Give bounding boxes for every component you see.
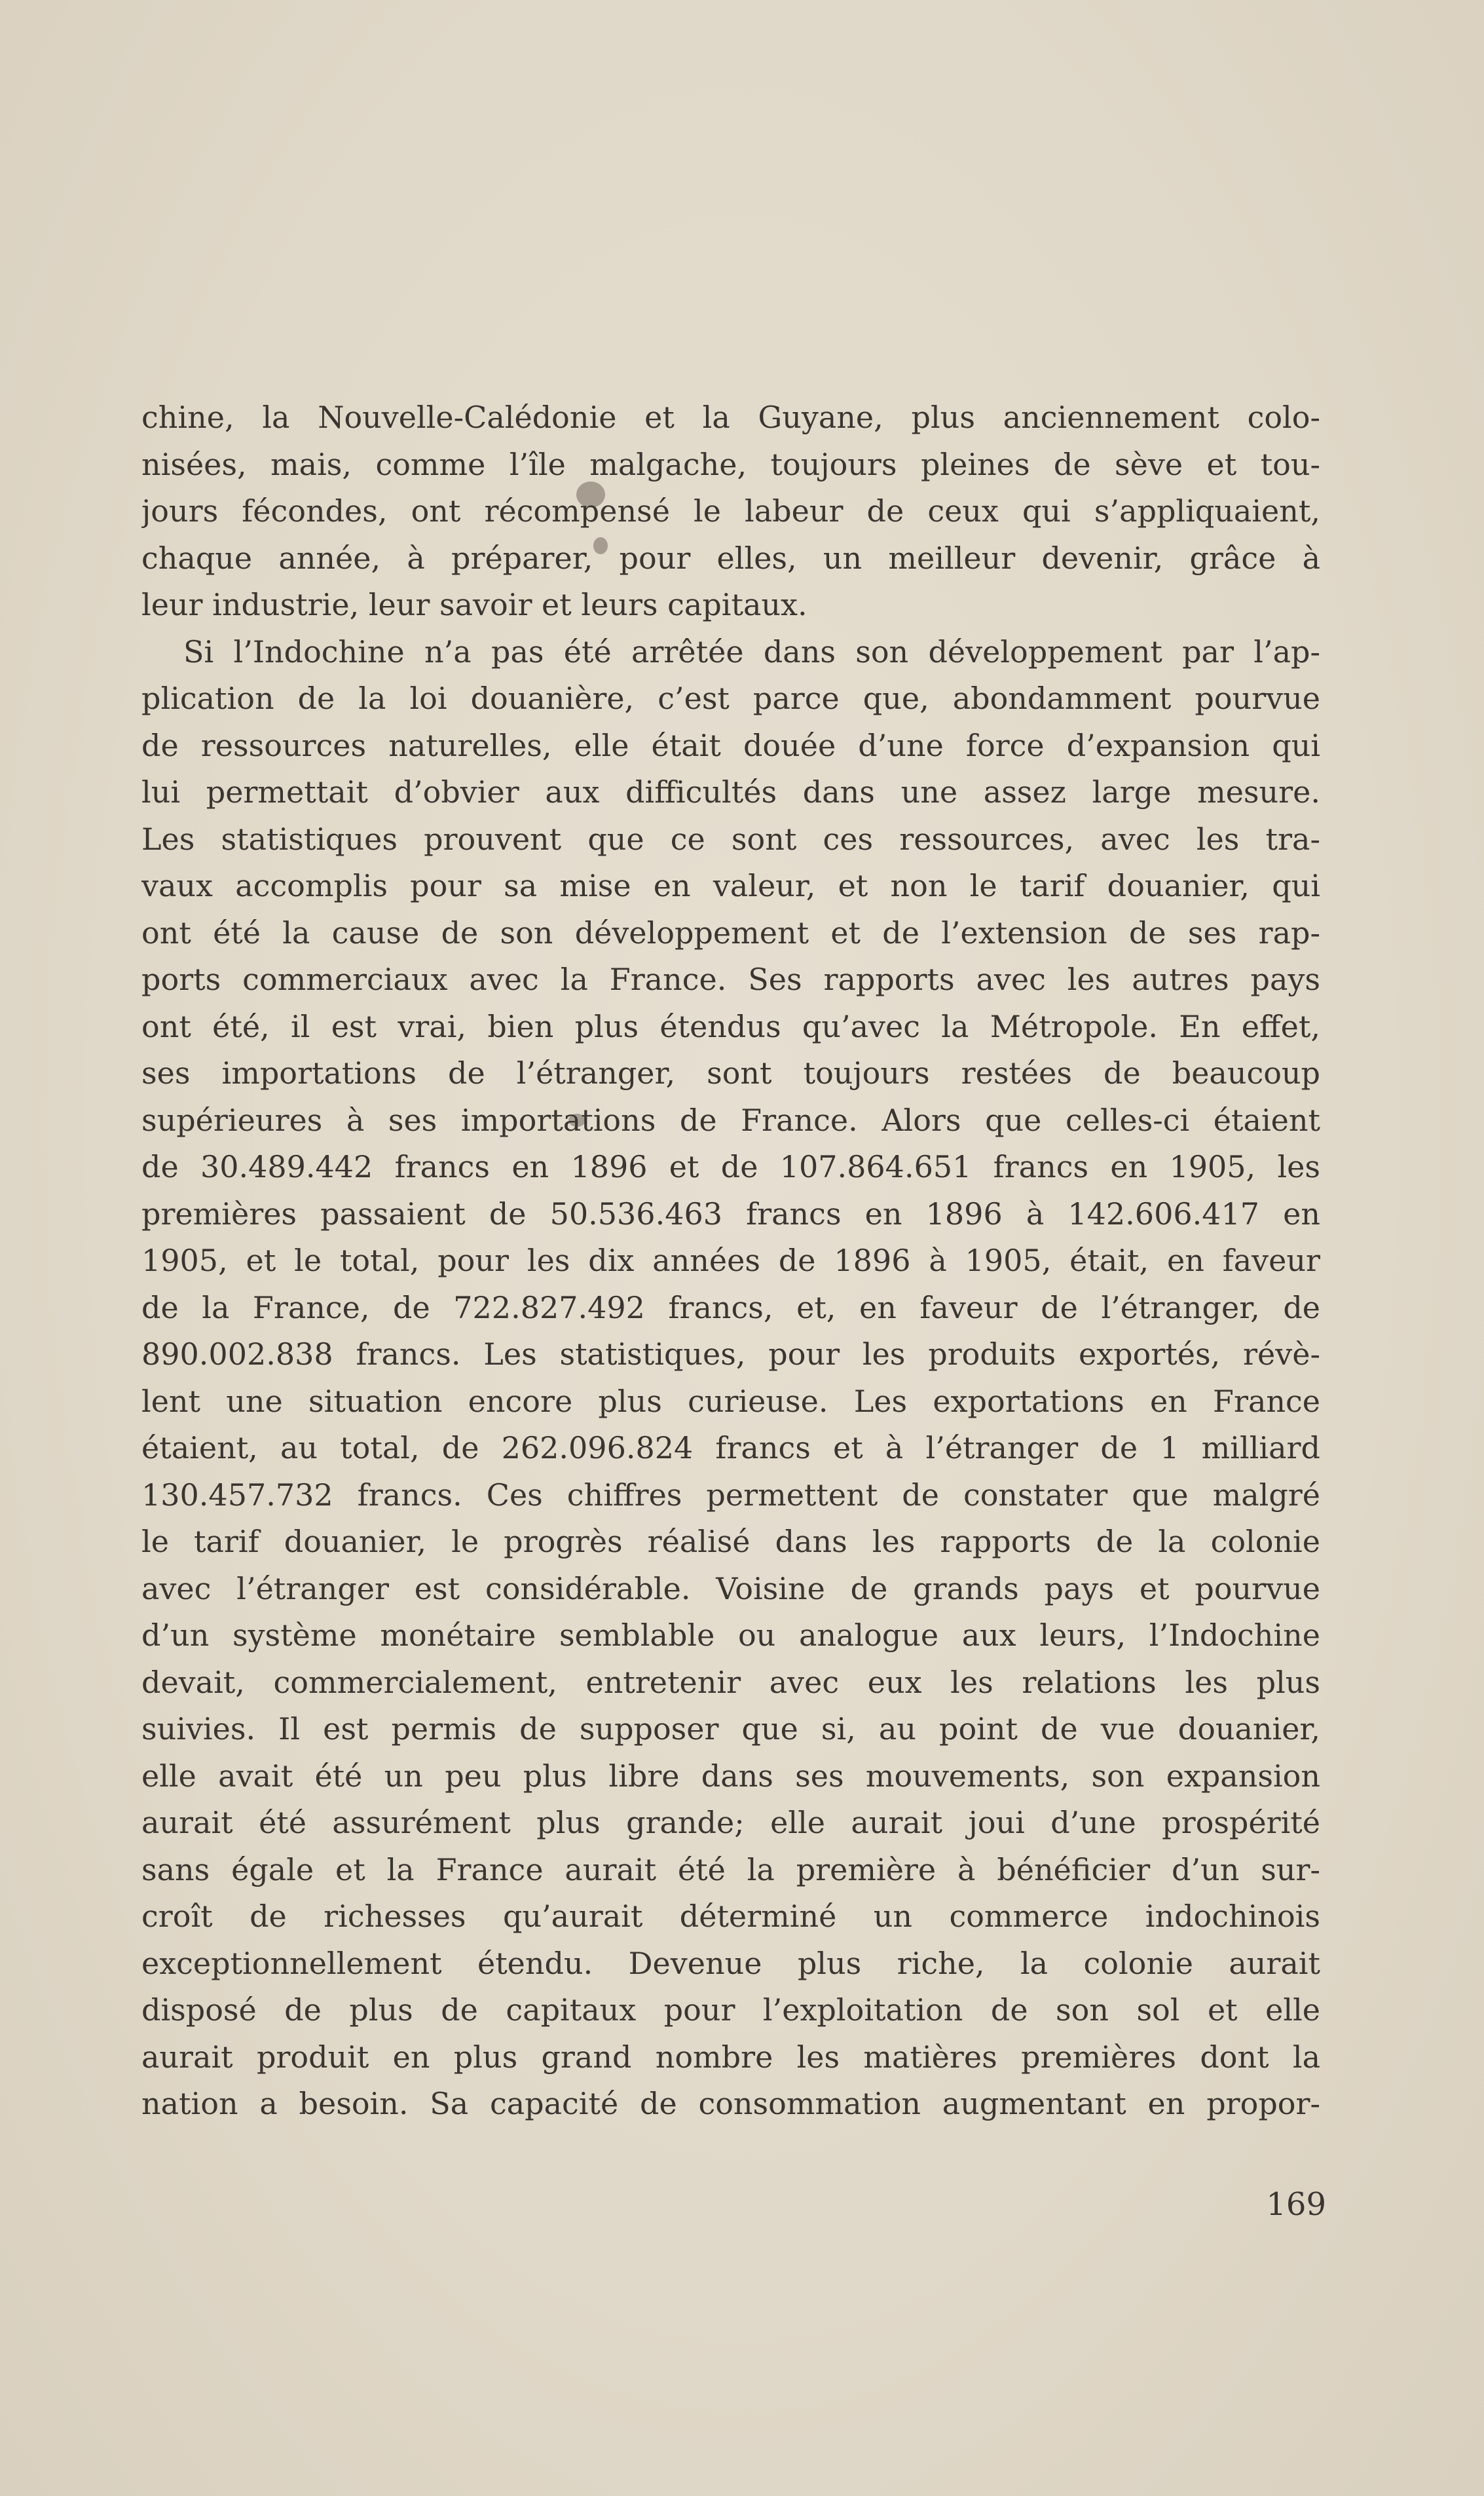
text-line: 890.002.838 francs. Les statistiques, pour les produits exportés, révè- — [141, 1336, 1320, 1372]
text-line: exceptionnellement étendu. Devenue plus riche, la colonie aurait — [141, 1945, 1320, 1981]
text-line: aurait produit en plus grand nombre les matières premières dont la — [141, 2039, 1320, 2075]
text-line: supérieures à ses importations de France. Alors que celles-ci étaient — [141, 1102, 1320, 1138]
text-line: devait, commercialement, entretenir avec eux les relations les plus — [141, 1664, 1320, 1700]
text-line: de la France, de 722.827.492 francs, et, en faveur de l’étranger, de — [141, 1289, 1320, 1325]
text-line: croît de richesses qu’aurait déterminé un commerce indochinois — [141, 1899, 1320, 1934]
text-line: ont été la cause de son développement et de l’extension de ses rap- — [141, 915, 1320, 951]
page-number: 169 — [1266, 2186, 1326, 2223]
text-line: Les statistiques prouvent que ce sont ces ressources, avec les tra- — [141, 821, 1320, 857]
text-line: premières passaient de 50.536.463 francs en 1896 à 142.606.417 en — [141, 1196, 1320, 1232]
text-line: avec l’étranger est considérable. Voisine de grands pays et pourvue — [141, 1570, 1320, 1606]
body-text — [141, 394, 1320, 2128]
text-line: de ressources naturelles, elle était douée d’une force d’expansion qui — [141, 727, 1320, 763]
text-line: leur industrie, leur savoir et leurs capitaux. — [141, 587, 807, 622]
text-line: chine, la Nouvelle-Calédonie et la Guyane, plus anciennement colo- — [141, 400, 1320, 435]
text-line: ont été, il est vrai, bien plus étendus qu’avec la Métropole. En effet, — [141, 1008, 1320, 1044]
text-line: nation a besoin. Sa capacité de consommation augmentant en propor- — [141, 2086, 1320, 2121]
text-line: aurait été assurément plus grande; elle aurait joui d’une prospérité — [141, 1805, 1320, 1840]
text-line: de 30.489.442 francs en 1896 et de 107.864.651 francs en 1905, les — [141, 1149, 1320, 1184]
text-line: le tarif douanier, le progrès réalisé dans les rapports de la colonie — [141, 1524, 1320, 1559]
text-line: suivies. Il est permis de supposer que si, au point de vue douanier, — [141, 1711, 1320, 1747]
text-line: 130.457.732 francs. Ces chiffres permettent de constater que malgré — [141, 1477, 1320, 1513]
text-line: plication de la loi douanière, c’est parce que, abondamment pourvue — [141, 681, 1320, 716]
text-line: 1905, et le total, pour les dix années de 1896 à 1905, était, en faveur — [141, 1243, 1320, 1278]
text-line: disposé de plus de capitaux pour l’exploitation de son sol et elle — [141, 1992, 1320, 2028]
text-line: lui permettait d’obvier aux difficultés dans une assez large mesure. — [141, 774, 1320, 810]
text-line: jours fécondes, ont récompensé le labeur de ceux qui s’appliquaient, — [141, 493, 1320, 529]
text-line: ports commerciaux avec la France. Ses rapports avec les autres pays — [141, 962, 1320, 997]
text-line: sans égale et la France aurait été la première à bénéficier d’un sur- — [141, 1851, 1320, 1887]
text-line: étaient, au total, de 262.096.824 francs et à l’étranger de 1 milliard — [141, 1430, 1320, 1465]
text-line: elle avait été un peu plus libre dans ses mouvements, son expansion — [141, 1758, 1320, 1794]
text-line: Si l’Indochine n’a pas été arrêtée dans son développement par l’ap- — [183, 633, 1320, 670]
text-line: chaque année, à préparer, pour elles, un meilleur devenir, grâce à — [141, 540, 1320, 576]
text-line: ses importations de l’étranger, sont toujours restées de beaucoup — [141, 1055, 1320, 1091]
text-line: nisées, mais, comme l’île malgache, toujours pleines de sève et tou- — [141, 446, 1320, 482]
text-line: vaux accomplis pour sa mise en valeur, et non le tarif douanier, qui — [141, 868, 1320, 903]
text-line: d’un système monétaire semblable ou analogue aux leurs, l’Indochine — [141, 1617, 1320, 1653]
text-line: lent une situation encore plus curieuse. Les exportations en France — [141, 1383, 1320, 1419]
